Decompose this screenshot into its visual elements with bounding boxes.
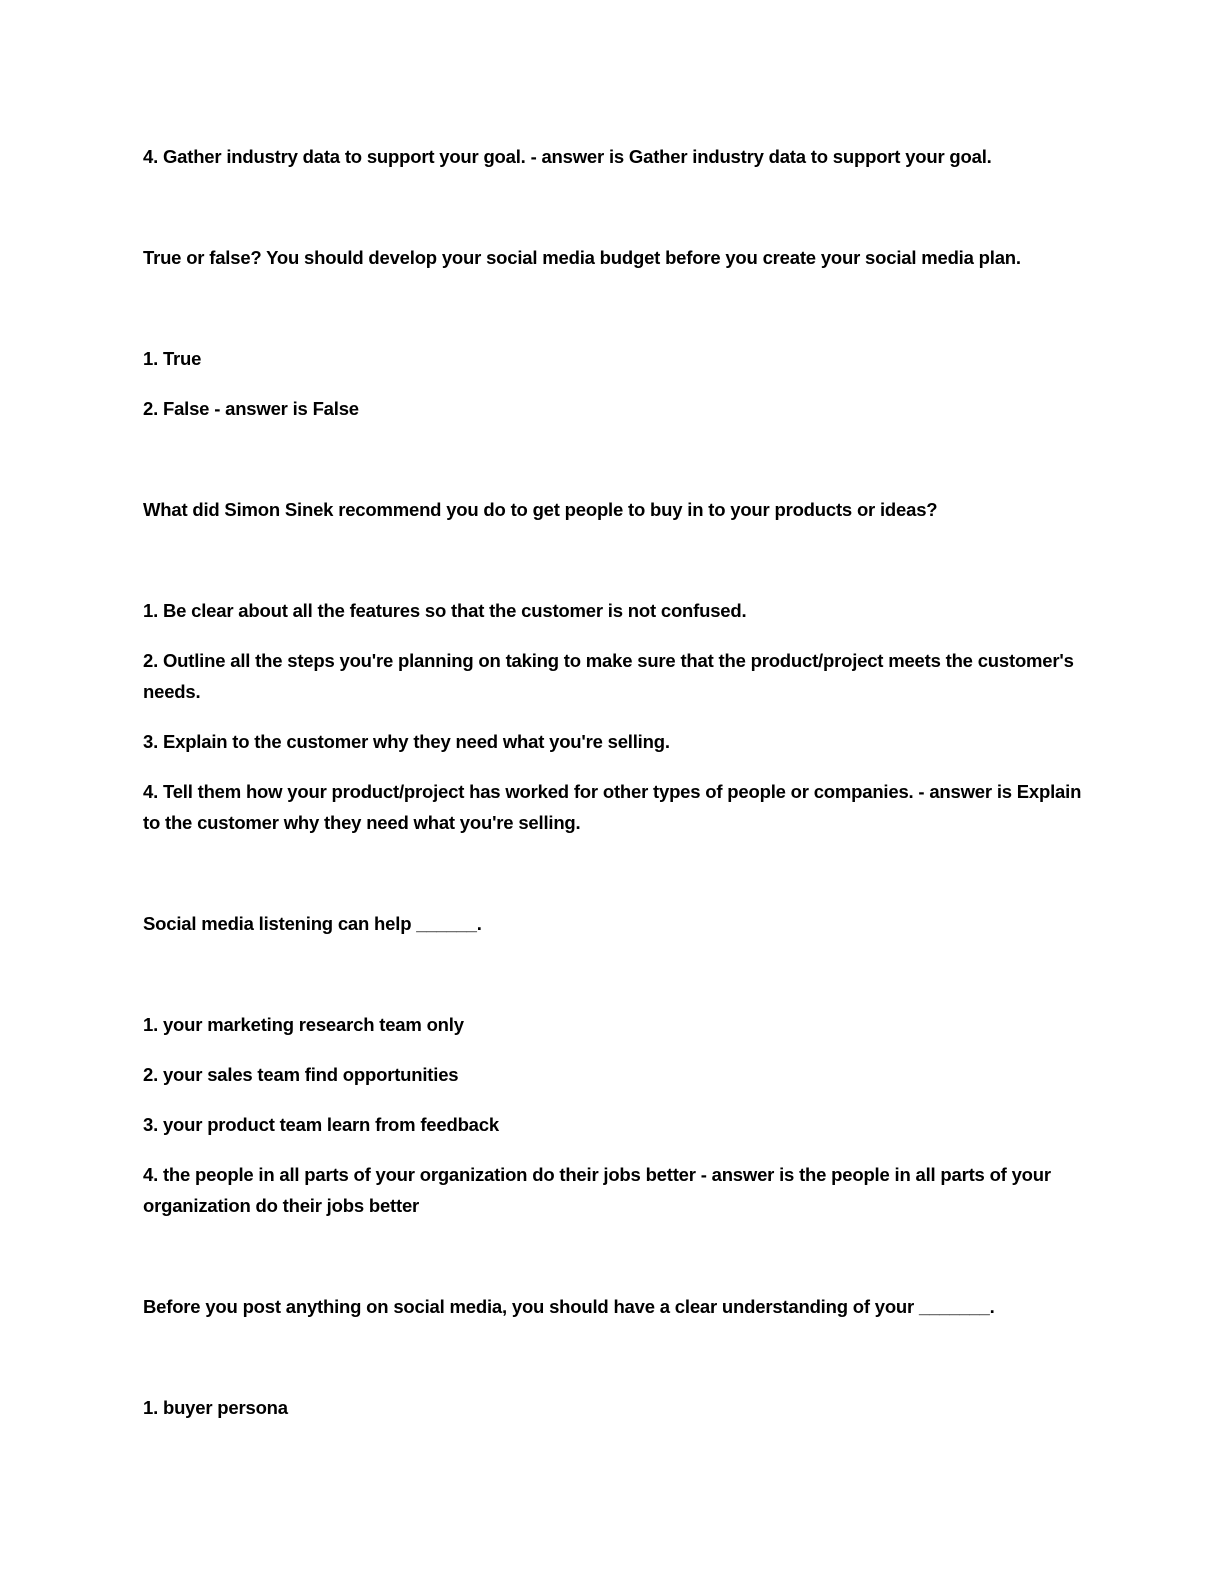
option-text: 1. your marketing research team only: [143, 1014, 464, 1035]
option-text: 2. your sales team find opportunities: [143, 1064, 459, 1085]
option-text: 4. Tell them how your product/project has worked for other types of people or companies. - answer is Explain to the customer why they need what you're selling.: [143, 781, 1082, 833]
answer-line: 4. Gather industry data to support your goal. - answer is Gather industry data to support your goal.: [143, 146, 992, 167]
option-text: 4. the people in all parts of your organization do their jobs better - answer is the people in all parts of your organization do their jobs better: [143, 1164, 1051, 1216]
option-text: 1. Be clear about all the features so that the customer is not confused.: [143, 600, 747, 621]
question-text: Social media listening can help ______.: [143, 913, 482, 934]
question-text: What did Simon Sinek recommend you do to get people to buy in to your products or ideas?: [143, 499, 938, 520]
option-text: 2. False - answer is False: [143, 398, 359, 419]
question-text: True or false? You should develop your social media budget before you create your social media plan.: [143, 247, 1021, 268]
option-text: 3. Explain to the customer why they need what you're selling.: [143, 731, 670, 752]
option-text: 3. your product team learn from feedback: [143, 1114, 499, 1135]
question-text: Before you post anything on social media, you should have a clear understanding of your _______.: [143, 1296, 995, 1317]
option-text: 1. True: [143, 348, 202, 369]
option-text: 2. Outline all the steps you're planning on taking to make sure that the product/project meets the customer's needs.: [143, 650, 1074, 702]
option-text: 1. buyer persona: [143, 1397, 288, 1418]
